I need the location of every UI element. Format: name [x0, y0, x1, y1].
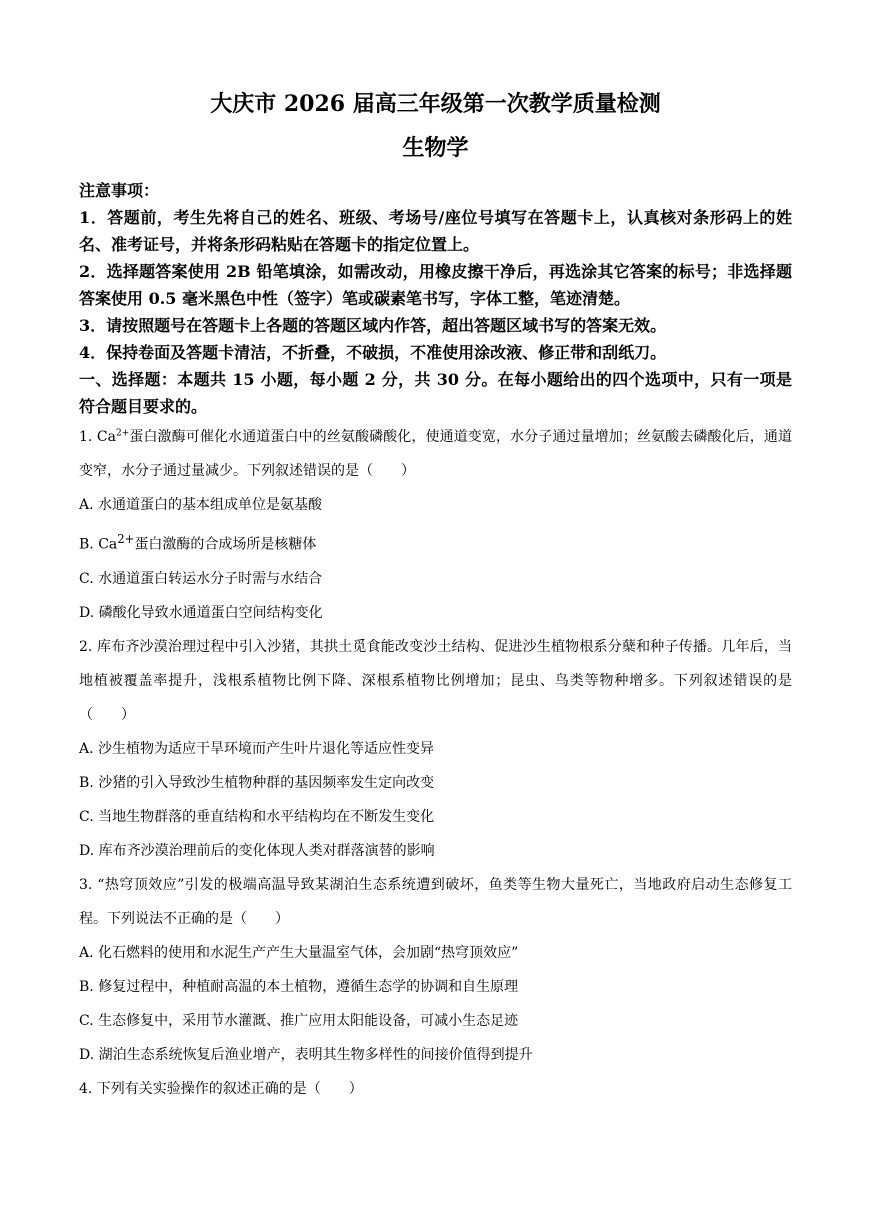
- notice-block: [79, 178, 792, 366]
- option-d: D. 湖泊生态系统恢复后渔业增产，表明其生物多样性的间接价值得到提升: [79, 1046, 533, 1063]
- question-2: [79, 630, 792, 868]
- exam-title: 大庆市 2026 届高三年级第一次教学质量检测: [210, 91, 661, 117]
- section-heading: 一、选择题：本题共 15 小题，每小题 2 分，共 30 分。在每小题给出的四个选项中，只有一项是符合题目要求的。: [79, 370, 792, 416]
- superscript: 2+: [115, 428, 130, 439]
- option-d: D. 磷酸化导致水通道蛋白空间结构变化: [79, 604, 323, 621]
- option-b: [79, 522, 792, 562]
- question-stem: 4. 下列有关实验操作的叙述正确的是（ ）: [79, 1080, 363, 1097]
- option-c: C. 当地生物群落的垂直结构和水平结构均在不断发生变化: [79, 808, 435, 825]
- option-c: C. 水通道蛋白转运水分子时需与水结合: [79, 570, 323, 587]
- stem-prefix: 1. Ca: [79, 429, 116, 445]
- option-b: B. 沙猪的引入导致沙生植物种群的基因频率发生定向改变: [79, 774, 435, 791]
- option-b: B. 修复过程中，种植耐高温的本土植物，遵循生态学的协调和自生原理: [79, 978, 519, 995]
- option-text: 蛋白激酶的合成场所是核糖体: [134, 536, 317, 553]
- notice-heading: 注意事项：: [79, 181, 160, 200]
- option-prefix: B. Ca: [79, 536, 118, 553]
- question-stem: 3. “热穹顶效应”引发的极端高温导致某湖泊生态系统遭到破坏，鱼类等生物大量死亡，当地政府启动生态修复工程。下列说法不正确的是（ ）: [79, 876, 792, 927]
- notice-item-4: 4．保持卷面及答题卡清洁，不折叠，不破损，不准使用涂改液、修正带和刮纸刀。: [79, 343, 667, 362]
- question-4: [79, 1072, 792, 1106]
- superscript: 2+: [117, 532, 135, 546]
- option-a: A. 沙生植物为适应干旱环境而产生叶片退化等适应性变异: [79, 740, 435, 757]
- subject-title: 生物学: [402, 135, 469, 161]
- notice-item-2: 2．选择题答案使用 2B 铅笔填涂，如需改动，用橡皮擦干净后，再选涂其它答案的标号；非选择题答案使用 0.5 毫米黑色中性（签字）笔或碳素笔书写，字体工整，笔迹清楚。: [79, 262, 792, 308]
- question-stem: 2. 库布齐沙漠治理过程中引入沙猪，其拱土觅食能改变沙土结构、促进沙生植物根系分蘖和种子传播。几年后，当地植被覆盖率提升，浅根系植物比例下降、深根系植物比例增加；昆虫、鸟类等物种增多。下列叙述错误的是（ ）: [79, 638, 792, 723]
- option-a: A. 水通道蛋白的基本组成单位是氨基酸: [79, 497, 323, 513]
- option-a: A. 化石燃料的使用和水泥生产产生大量温室气体，会加剧“热穹顶效应”: [79, 944, 519, 961]
- option-c: C. 生态修复中，采用节水灌溉、推广应用太阳能设备，可减小生态足迹: [79, 1012, 519, 1029]
- question-stem: [79, 420, 792, 488]
- notice-item-3: 3．请按照题号在答题卡上各题的答题区域内作答，超出答题区域书写的答案无效。: [79, 316, 667, 335]
- stem-text: 蛋白激酶可催化水通道蛋白中的丝氨酸磷酸化，使通道变宽，水分子通过量增加；丝氨酸去磷酸化后，通道变窄，水分子通过量减少。下列叙述错误的是（ ）: [79, 429, 792, 479]
- question-3: [79, 868, 792, 1072]
- question-1: [79, 420, 792, 630]
- option-d: D. 库布齐沙漠治理前后的变化体现人类对群落演替的影响: [79, 842, 435, 859]
- notice-item-1: 1．答题前，考生先将自己的姓名、班级、考场号/座位号填写在答题卡上，认真核对条形码上的姓名、准考证号，并将条形码粘贴在答题卡的指定位置上。: [79, 208, 792, 254]
